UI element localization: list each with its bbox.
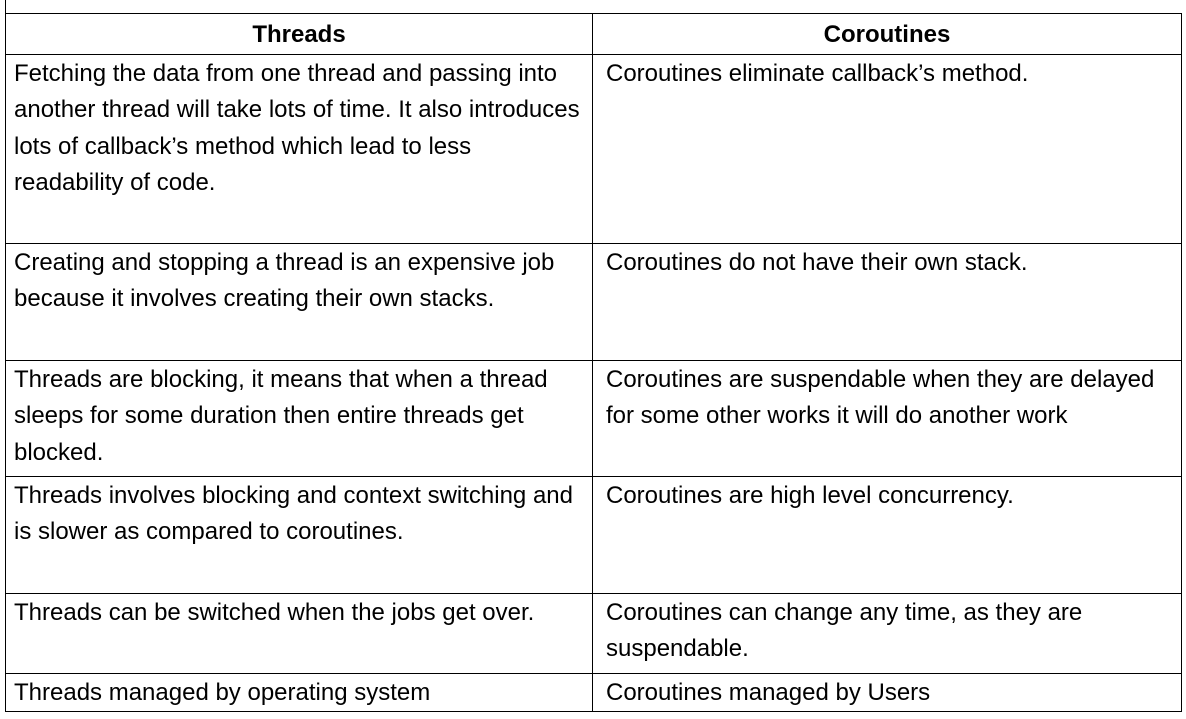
header-threads: Threads <box>6 14 593 55</box>
table-row <box>6 594 1182 674</box>
threads-cell: Threads are blocking, it means that when a thread sleeps for some duration then entire threads get blocked. <box>6 361 593 477</box>
threads-cell: Threads managed by operating system <box>6 674 593 712</box>
header-coroutines: Coroutines <box>593 14 1182 55</box>
coroutines-cell: Coroutines can change any time, as they are suspendable. <box>593 594 1182 674</box>
table-row <box>6 361 1182 477</box>
threads-vs-coroutines-table <box>5 13 1182 712</box>
threads-cell: Creating and stopping a thread is an expensive job because it involves creating their own stacks. <box>6 244 593 361</box>
coroutines-cell: Coroutines are high level concurrency. <box>593 477 1182 594</box>
table-top-border-stub <box>5 0 6 13</box>
coroutines-cell: Coroutines do not have their own stack. <box>593 244 1182 361</box>
table-row <box>6 674 1182 712</box>
table-header-row <box>6 14 1182 55</box>
threads-cell: Fetching the data from one thread and passing into another thread will take lots of time. It also introduces lots of callback’s method which lead to less readability of code. <box>6 55 593 244</box>
table-row <box>6 477 1182 594</box>
coroutines-cell: Coroutines eliminate callback’s method. <box>593 55 1182 244</box>
coroutines-cell: Coroutines managed by Users <box>593 674 1182 712</box>
threads-cell: Threads can be switched when the jobs get over. <box>6 594 593 674</box>
table-row <box>6 244 1182 361</box>
threads-cell: Threads involves blocking and context switching and is slower as compared to coroutines. <box>6 477 593 594</box>
coroutines-cell: Coroutines are suspendable when they are delayed for some other works it will do another work <box>593 361 1182 477</box>
table-row <box>6 55 1182 244</box>
